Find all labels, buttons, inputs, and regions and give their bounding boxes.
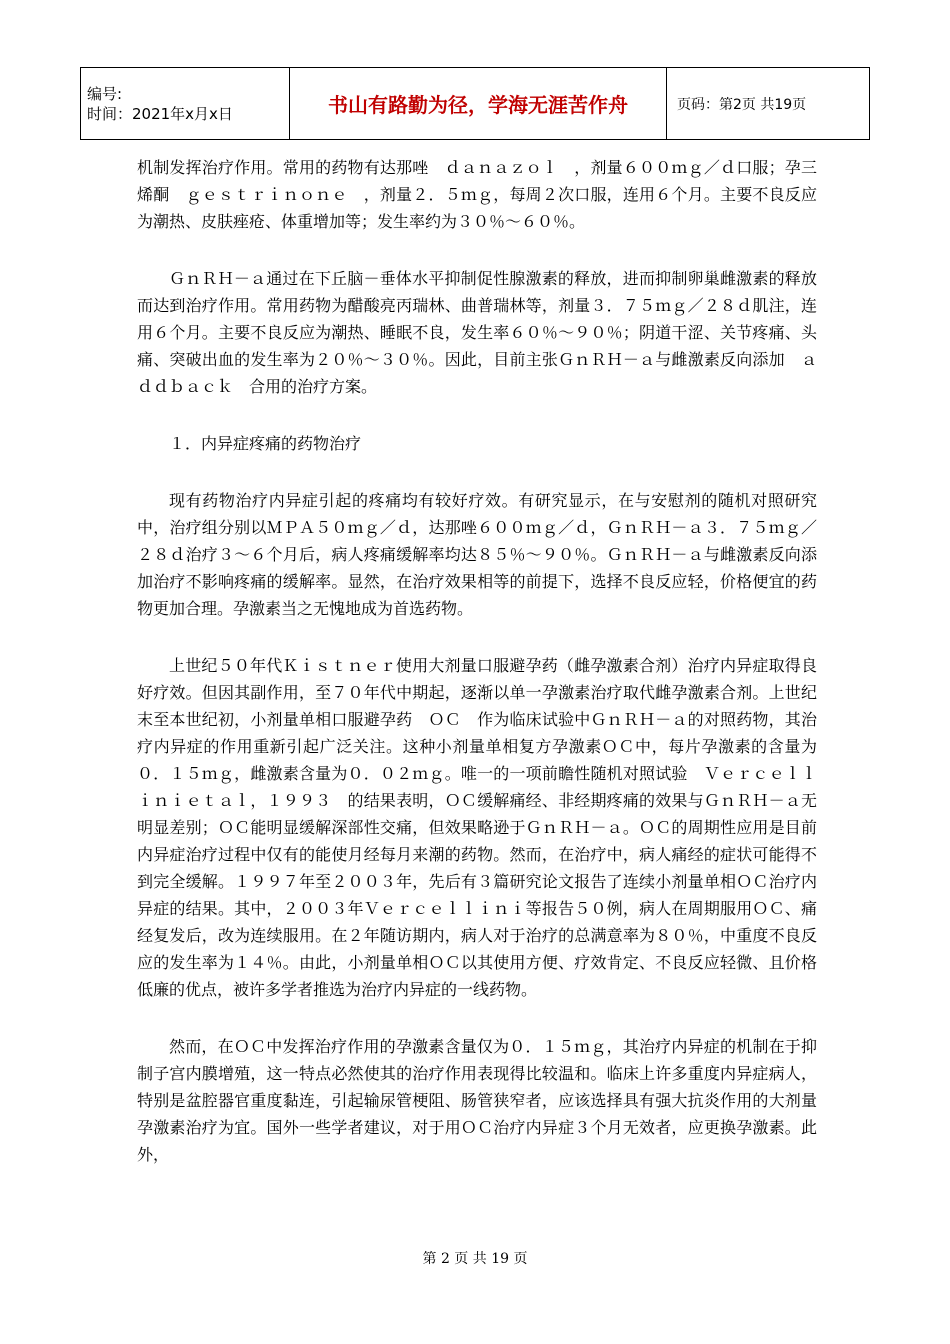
paragraph: ＧｎＲＨ－ａ通过在下丘脑－垂体水平抑制促性腺激素的释放，进而抑制卵巢雌激素的释放而达到治疗作用。常用药物为醋酸亮丙瑞林、曲普瑞林等，剂量３．７５ｍｇ／２８ｄ肌注，连用６个月。主要不良反应为潮热、睡眠不良，发生率６０％～９０％；阴道干涩、关节疼痛、头痛、突破出血的发生率为２０％～３０％。因此，目前主张ＧｎＲＨ－ａ与雌激素反向添加 ａｄｄｂａｃｋ 合用的治疗方案。 — [137, 269, 817, 396]
page-header — [80, 67, 870, 140]
doc-code-label: 编号: — [87, 84, 123, 103]
header-motto: 书山有路勤为径，学海无涯苦作舟 — [328, 93, 628, 117]
doc-date-label: 时间：2021年x月x日 — [87, 104, 233, 123]
header-page-info: 页码：第2页 共19页 — [667, 68, 870, 140]
header-meta — [81, 68, 290, 140]
paragraph: 现有药物治疗内异症引起的疼痛均有较好疗效。有研究显示，在与安慰剂的随机对照研究中，治疗组分别以ＭＰＡ５０ｍｇ／ｄ，达那唑６００ｍｇ／ｄ，ＧｎＲＨ－ａ３．７５ｍｇ／２８ｄ治疗３～６个月后，病人疼痛缓解率均达８５％～９０％。ＧｎＲＨ－ａ与雌激素反向添加治疗不影响疼痛的缓解率。显然，在治疗效果相等的前提下，选择不良反应轻，价格便宜的药物更加合理。孕激素当之无愧地成为首选药物。 — [137, 491, 817, 618]
paragraph: 然而，在ＯＣ中发挥治疗作用的孕激素含量仅为０．１５ｍｇ，其治疗内异症的机制在于抑制子宫内膜增殖，这一特点必然使其的治疗作用表现得比较温和。临床上许多重度内异症病人，特别是盆腔器官重度黏连，引起输尿管梗阻、肠管狭窄者，应该选择具有强大抗炎作用的大剂量孕激素治疗为宜。国外一些学者建议，对于用ＯＣ治疗内异症３个月无效者，应更换孕激素。此外， — [137, 1037, 817, 1164]
document-body — [137, 154, 817, 1198]
section-heading: １．内异症疼痛的药物治疗 — [169, 434, 362, 453]
paragraph: 机制发挥治疗作用。常用的药物有达那唑 ｄａｎａｚｏｌ ，剂量６００ｍｇ／ｄ口服；孕三烯酮 ｇｅｓｔｒｉｎｏｎｅ ，剂量２．５ｍｇ，每周２次口服，连用６个月。主要不良反应为潮热、皮肤痤疮、体重增加等；发生率约为３０％～６０％。 — [137, 158, 817, 231]
paragraph: 上世纪５０年代Ｋｉｓｔｎｅｒ使用大剂量口服避孕药（雌孕激素合剂）治疗内异症取得良好疗效。但因其副作用，至７０年代中期起，逐渐以单一孕激素治疗取代雌孕激素合剂。上世纪末至本世纪初，小剂量单相口服避孕药 ＯＣ 作为临床试验中ＧｎＲＨ－ａ的对照药物，其治疗内异症的作用重新引起广泛关注。这种小剂量单相复方孕激素ＯＣ中，每片孕激素的含量为０．１５ｍｇ，雌激素含量为０．０２ｍｇ。唯一的一项前瞻性随机对照试验 Ｖｅｒｃｅｌｌｉｎｉｅｔａｌ，１９９３ 的结果表明，ＯＣ缓解痛经、非经期疼痛的效果与ＧｎＲＨ－ａ无明显差别；ＯＣ能明显缓解深部性交痛，但效果略逊于ＧｎＲＨ－ａ。ＯＣ的周期性应用是目前内异症治疗过程中仅有的能使月经每月来潮的药物。然而，在治疗中，病人痛经的症状可能得不到完全缓解。１９９７年至２００３年，先后有３篇研究论文报告了连续小剂量单相ＯＣ治疗内异症的结果。其中，２００３年Ｖｅｒｃｅｌｌｉｎｉ等报告５０例，病人在周期服用ＯＣ、痛经复发后，改为连续服用。在２年随访期内，病人对于治疗的总满意率为８０％，中重度不良反应的发生率为１４％。由此，小剂量单相ＯＣ以其使用方便、疗效肯定、不良反应轻微、且价格低廉的优点，被许多学者推选为治疗内异症的一线药物。 — [137, 656, 817, 999]
page-footer: 第 2 页 共 19 页 — [422, 1251, 528, 1267]
header-motto-cell — [290, 68, 667, 140]
